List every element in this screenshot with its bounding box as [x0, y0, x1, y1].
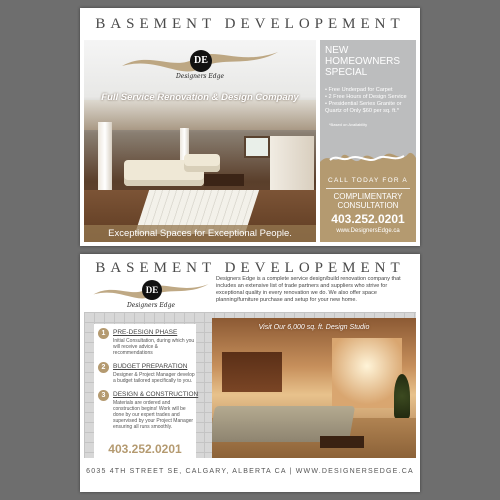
logo-monogram: DE: [142, 280, 162, 300]
phone-number: 403.252.0201: [331, 212, 405, 226]
slogan-banner: Exceptional Spaces for Exceptional People.: [84, 225, 316, 242]
photo-cabinet: [222, 352, 282, 392]
photo-caption: Visit Our 6,000 sq. ft. Design Studio: [258, 324, 370, 331]
step-number: 1: [98, 328, 109, 339]
postcard-back: [80, 254, 420, 492]
special-offer-top: [320, 40, 416, 148]
special-item: • Presidential Series Granite or Quartz of Only $60 per sq. ft.*: [325, 101, 415, 115]
logo-name: Designers Edge: [175, 73, 225, 80]
card1-title: BASEMENT DEVELOPEMENT: [95, 16, 405, 32]
card2-title: BASEMENT DEVELOPEMENT: [95, 260, 405, 276]
call-label: CALL TODAY FOR A: [328, 177, 408, 184]
logo-monogram: DE: [190, 50, 212, 72]
step-description: Designer & Project Manager develop a budget tailored specifically to you.: [113, 372, 195, 384]
photo-wall-light: [332, 338, 402, 408]
special-item: • 2 Free Hours of Design Service: [325, 94, 415, 101]
company-logo: [120, 44, 280, 88]
tagline: Full Service Renovation & Design Company: [101, 92, 299, 103]
photo-sofa: [184, 154, 220, 172]
photo-table: [320, 436, 364, 448]
website-url: www.DesignersEdge.ca: [336, 228, 400, 234]
photo-ceiling: [84, 100, 316, 130]
photo-window: [244, 136, 270, 158]
address-footer: 6035 4TH STREET SE, CALGARY, ALBERTA CA | WWW.DESIGNERSEDGE.CA: [86, 468, 414, 475]
divider: [326, 188, 410, 189]
step-number: 2: [98, 362, 109, 373]
special-item: • Free Underpad for Carpet: [325, 87, 415, 94]
step-title: PRE-DESIGN PHASE: [113, 329, 178, 336]
company-logo: [92, 274, 210, 310]
photo-cabinet: [270, 136, 314, 196]
living-room-photo: [84, 40, 316, 242]
consultation-offer: COMPLIMENTARY CONSULTATION: [333, 192, 403, 210]
about-paragraph: Designers Edge is a complete service design/build renovation company that includes an extensive list of trade partners and suppliers who strive for exceptional quality in every renovation we do. We also offer space planning/furniture purchase and setup for your new home.: [216, 276, 401, 303]
step-title: DESIGN & CONSTRUCTION: [113, 391, 199, 398]
phone-number: 403.252.0201: [108, 442, 182, 456]
special-note: *Based on Availability: [329, 122, 368, 127]
photo-table: [204, 174, 244, 186]
step-description: Materials are ordered and construction begins! Work will be done by our expert trades and supervised by your Project Manager ensuring all runs smoothly.: [113, 400, 194, 430]
design-studio-photo: [212, 318, 416, 458]
special-offer-panel: [320, 40, 416, 242]
special-list: [325, 87, 415, 115]
step-description: Initial Consultation, during which you will receive advice & recommendations: [113, 338, 195, 356]
step-title: BUDGET PREPARATION: [113, 363, 188, 370]
step-number: 3: [98, 390, 109, 401]
photo-plant: [394, 374, 410, 418]
call-to-action: [320, 168, 416, 242]
special-title: NEW HOMEOWNERS SPECIAL: [325, 45, 400, 78]
logo-name: Designers Edge: [126, 302, 176, 309]
postcard-front: [80, 8, 420, 246]
process-steps: [94, 324, 199, 458]
